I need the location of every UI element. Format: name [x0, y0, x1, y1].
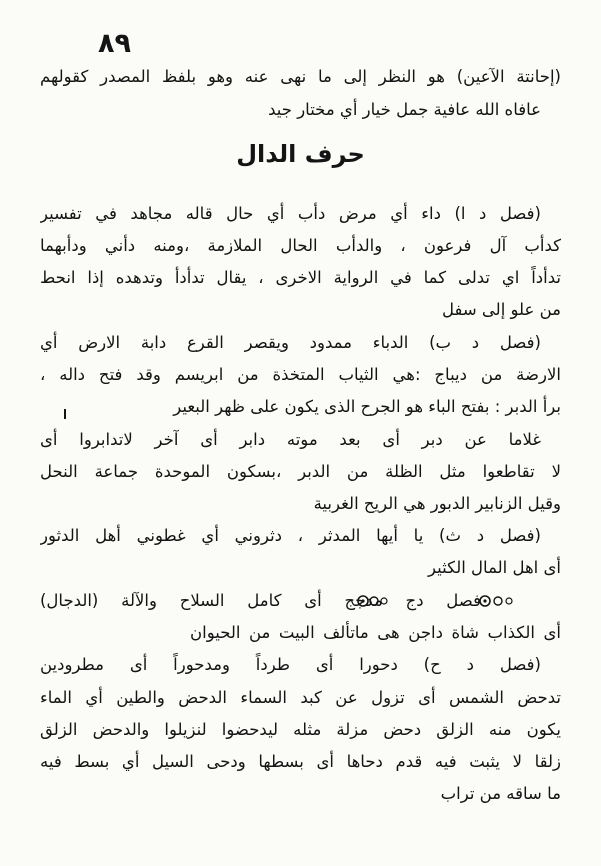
chapter-title: حرف الدال	[236, 140, 365, 168]
text-line: من علو إلى سفل	[442, 300, 561, 319]
text-line: (إحانتة الآعين) هو النظر إلى ما نهى عنه وهو بلفظ المصدر كقولهم	[40, 67, 561, 86]
text-line: فصل دج مدجج أى كامل السلاح والآلة (الدجال)	[40, 591, 481, 610]
ornament-icon	[476, 592, 516, 610]
text-line: (فصل د ب) الدباء ممدود ويقصر القرع دابة الارض أي	[40, 333, 541, 352]
text-line: (فصل د ث) يا أيها المدثر ، دثروني أي غطوني أهل الدثور	[40, 526, 541, 545]
page-number: ٨٩	[98, 28, 131, 59]
text-line: غلاما عن دبر أى بعد موته دابر أى آخر لاتدابروا أى	[40, 430, 541, 449]
text-line: ما ساقه من تراب	[440, 784, 561, 803]
text-line: الارضة من ديباج :هي الثياب المتخذة من ابريسم وقد فتح داله ،	[40, 365, 561, 384]
text-line: تدأداً اي تدلى كما في الرواية الاخرى ، يقال تدأدأ وتدهده إذا انحط	[40, 268, 561, 287]
text-line: (فصل د ا) داء أي مرض دأب أي حال قاله مجاهد في تفسير	[40, 204, 541, 223]
text-line: وقيل الزنابير الدبور هي الريح الغربية	[313, 494, 561, 513]
text-line: أى الكذاب شاة داجن هى ماتألف البيت من الحيوان	[190, 623, 561, 642]
text-line: يكون منه الزلق دحض مزلة مثله ليدحضوا لنزيلوا والدحض الزلق	[40, 720, 561, 739]
text-line: لا تقاطعوا مثل الظلة من الدبر ،بسكون الموحدة جماعة النحل	[40, 462, 561, 481]
margin-mark	[64, 409, 66, 419]
text-line: برأ الدبر : بفتح الباء هو الجرح الذى يكون على ظهر البعير	[173, 397, 561, 416]
text-line: تدحض الشمس أى تزول عن كبد السماء الدحض والطين أي الماء	[40, 688, 561, 707]
text-line: أى اهل المال الكثير	[428, 558, 561, 577]
text-line: عافاه الله عافية جمل خيار أي مختار جيد	[268, 100, 541, 119]
text-line: (فصل د ح) دحورا أى طرداً ومدحوراً أى مطرودين	[40, 655, 541, 674]
text-line: زلقا لا يثبت فيه قدم دحاها أى بسطها ودحى السيل أي بسط فيه	[40, 752, 561, 771]
text-line: كدأب آل فرعون ، والدأب الحال الملازمة ،ومنه دأني ودأبهما	[40, 236, 561, 255]
